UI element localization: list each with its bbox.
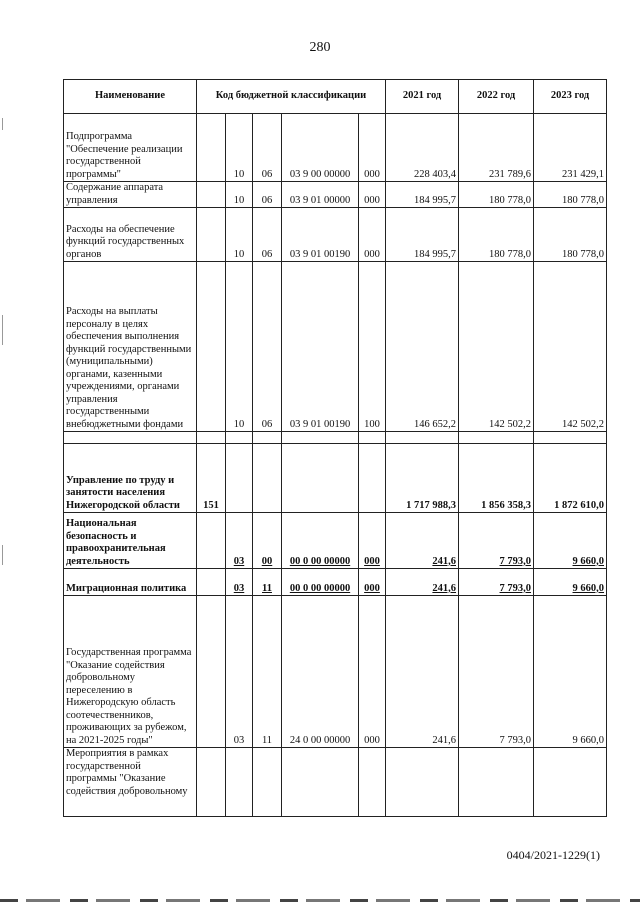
row-value-2021: 1 717 988,3 [386, 444, 459, 513]
row-code-grbs [197, 182, 226, 208]
row-value-2022: 7 793,0 [459, 569, 534, 596]
row-code-subsection: 06 [253, 208, 282, 262]
row-code-grbs [197, 262, 226, 432]
budget-table [63, 79, 607, 817]
scan-edge-mark [2, 118, 3, 130]
row-code-type: 000 [359, 114, 386, 182]
row-name: Мероприятия в рамках государственной программы "Оказание содействия добровольному [64, 748, 197, 817]
scan-edge-mark [2, 315, 3, 345]
table-row [64, 569, 607, 596]
row-value-2023 [534, 432, 607, 444]
row-value-2021: 241,6 [386, 569, 459, 596]
row-value-2021: 184 995,7 [386, 182, 459, 208]
row-code-subsection: 11 [253, 596, 282, 748]
row-code-section: 10 [226, 262, 253, 432]
row-code-subsection: 06 [253, 182, 282, 208]
row-value-2022 [459, 748, 534, 817]
row-code-target: 03 9 01 00190 [282, 262, 359, 432]
row-value-2023: 180 778,0 [534, 208, 607, 262]
table-row [64, 208, 607, 262]
header-2023: 2023 год [534, 80, 607, 114]
row-code-type: 000 [359, 596, 386, 748]
row-name: Управление по труду и занятости населения Нижегородской области [64, 444, 197, 513]
row-value-2022: 180 778,0 [459, 208, 534, 262]
row-value-2023: 9 660,0 [534, 513, 607, 569]
header-2021: 2021 год [386, 80, 459, 114]
row-value-2022: 1 856 358,3 [459, 444, 534, 513]
row-code-section: 03 [226, 569, 253, 596]
table-row [64, 513, 607, 569]
row-name: Национальная безопасность и правоохранительная деятельность [64, 513, 197, 569]
row-name: Миграционная политика [64, 569, 197, 596]
row-value-2023: 1 872 610,0 [534, 444, 607, 513]
row-value-2023: 9 660,0 [534, 569, 607, 596]
table-row [64, 114, 607, 182]
row-code-grbs [197, 569, 226, 596]
row-value-2023: 142 502,2 [534, 262, 607, 432]
row-code-target: 00 0 00 00000 [282, 569, 359, 596]
row-code-type: 000 [359, 513, 386, 569]
table-row [64, 596, 607, 748]
row-code-section: 03 [226, 596, 253, 748]
row-value-2022: 7 793,0 [459, 596, 534, 748]
row-name: Подпрограмма "Обеспечение реализации государственной программы" [64, 114, 197, 182]
row-code-section [226, 432, 253, 444]
row-value-2021: 146 652,2 [386, 262, 459, 432]
row-code-target: 03 9 00 00000 [282, 114, 359, 182]
header-name: Наименование [64, 80, 197, 114]
row-code-subsection [253, 432, 282, 444]
page-number: 280 [309, 40, 331, 55]
row-code-grbs [197, 513, 226, 569]
row-value-2021: 241,6 [386, 596, 459, 748]
scan-edge-mark [2, 545, 3, 565]
table-row [64, 432, 607, 444]
row-code-section: 03 [226, 513, 253, 569]
row-code-target [282, 444, 359, 513]
row-code-section [226, 748, 253, 817]
row-code-subsection [253, 444, 282, 513]
row-name: Расходы на обеспечение функций государственных органов [64, 208, 197, 262]
row-value-2022 [459, 432, 534, 444]
row-code-grbs [197, 208, 226, 262]
row-code-subsection: 06 [253, 262, 282, 432]
row-code-subsection: 00 [253, 513, 282, 569]
row-value-2021: 184 995,7 [386, 208, 459, 262]
row-name: Содержание аппарата управления [64, 182, 197, 208]
table-row [64, 182, 607, 208]
row-code-grbs [197, 432, 226, 444]
row-code-grbs [197, 748, 226, 817]
row-code-subsection [253, 748, 282, 817]
row-value-2022: 231 789,6 [459, 114, 534, 182]
row-value-2023: 180 778,0 [534, 182, 607, 208]
row-code-target: 00 0 00 00000 [282, 513, 359, 569]
row-code-type: 000 [359, 208, 386, 262]
row-value-2021: 241,6 [386, 513, 459, 569]
row-name: Расходы на выплаты персоналу в целях обеспечения выполнения функций государственными (муниципальными) органами, казенными учреждениями, органами управления государственными внебюджетными фондами [64, 262, 197, 432]
row-code-type: 100 [359, 262, 386, 432]
row-value-2021 [386, 432, 459, 444]
row-value-2022: 7 793,0 [459, 513, 534, 569]
document-id: 0404/2021-1229(1) [506, 848, 600, 862]
header-code: Код бюджетной классификации [197, 80, 386, 114]
row-code-type: 000 [359, 569, 386, 596]
row-code-type: 000 [359, 182, 386, 208]
row-code-section: 10 [226, 208, 253, 262]
row-value-2022: 142 502,2 [459, 262, 534, 432]
row-code-subsection: 06 [253, 114, 282, 182]
row-code-target [282, 432, 359, 444]
table-header-row [64, 80, 607, 114]
row-code-section: 10 [226, 182, 253, 208]
table-row [64, 748, 607, 817]
scan-bottom-strip [0, 899, 640, 902]
row-code-target [282, 748, 359, 817]
row-value-2022: 180 778,0 [459, 182, 534, 208]
row-value-2023: 231 429,1 [534, 114, 607, 182]
header-2022: 2022 год [459, 80, 534, 114]
row-code-type [359, 432, 386, 444]
row-value-2023 [534, 748, 607, 817]
row-value-2021 [386, 748, 459, 817]
row-name [64, 432, 197, 444]
row-code-grbs [197, 114, 226, 182]
row-code-subsection: 11 [253, 569, 282, 596]
row-code-target: 03 9 01 00000 [282, 182, 359, 208]
row-code-section: 10 [226, 114, 253, 182]
row-code-grbs: 151 [197, 444, 226, 513]
row-code-type [359, 444, 386, 513]
table-row [64, 262, 607, 432]
row-name: Государственная программа "Оказание содействия добровольному переселению в Нижегородскую область соотечественников, проживающих за рубежом, на 2021-2025 годы" [64, 596, 197, 748]
row-code-type [359, 748, 386, 817]
row-value-2023: 9 660,0 [534, 596, 607, 748]
row-code-target: 24 0 00 00000 [282, 596, 359, 748]
row-code-grbs [197, 596, 226, 748]
table-row [64, 444, 607, 513]
row-code-section [226, 444, 253, 513]
row-code-target: 03 9 01 00190 [282, 208, 359, 262]
row-value-2021: 228 403,4 [386, 114, 459, 182]
